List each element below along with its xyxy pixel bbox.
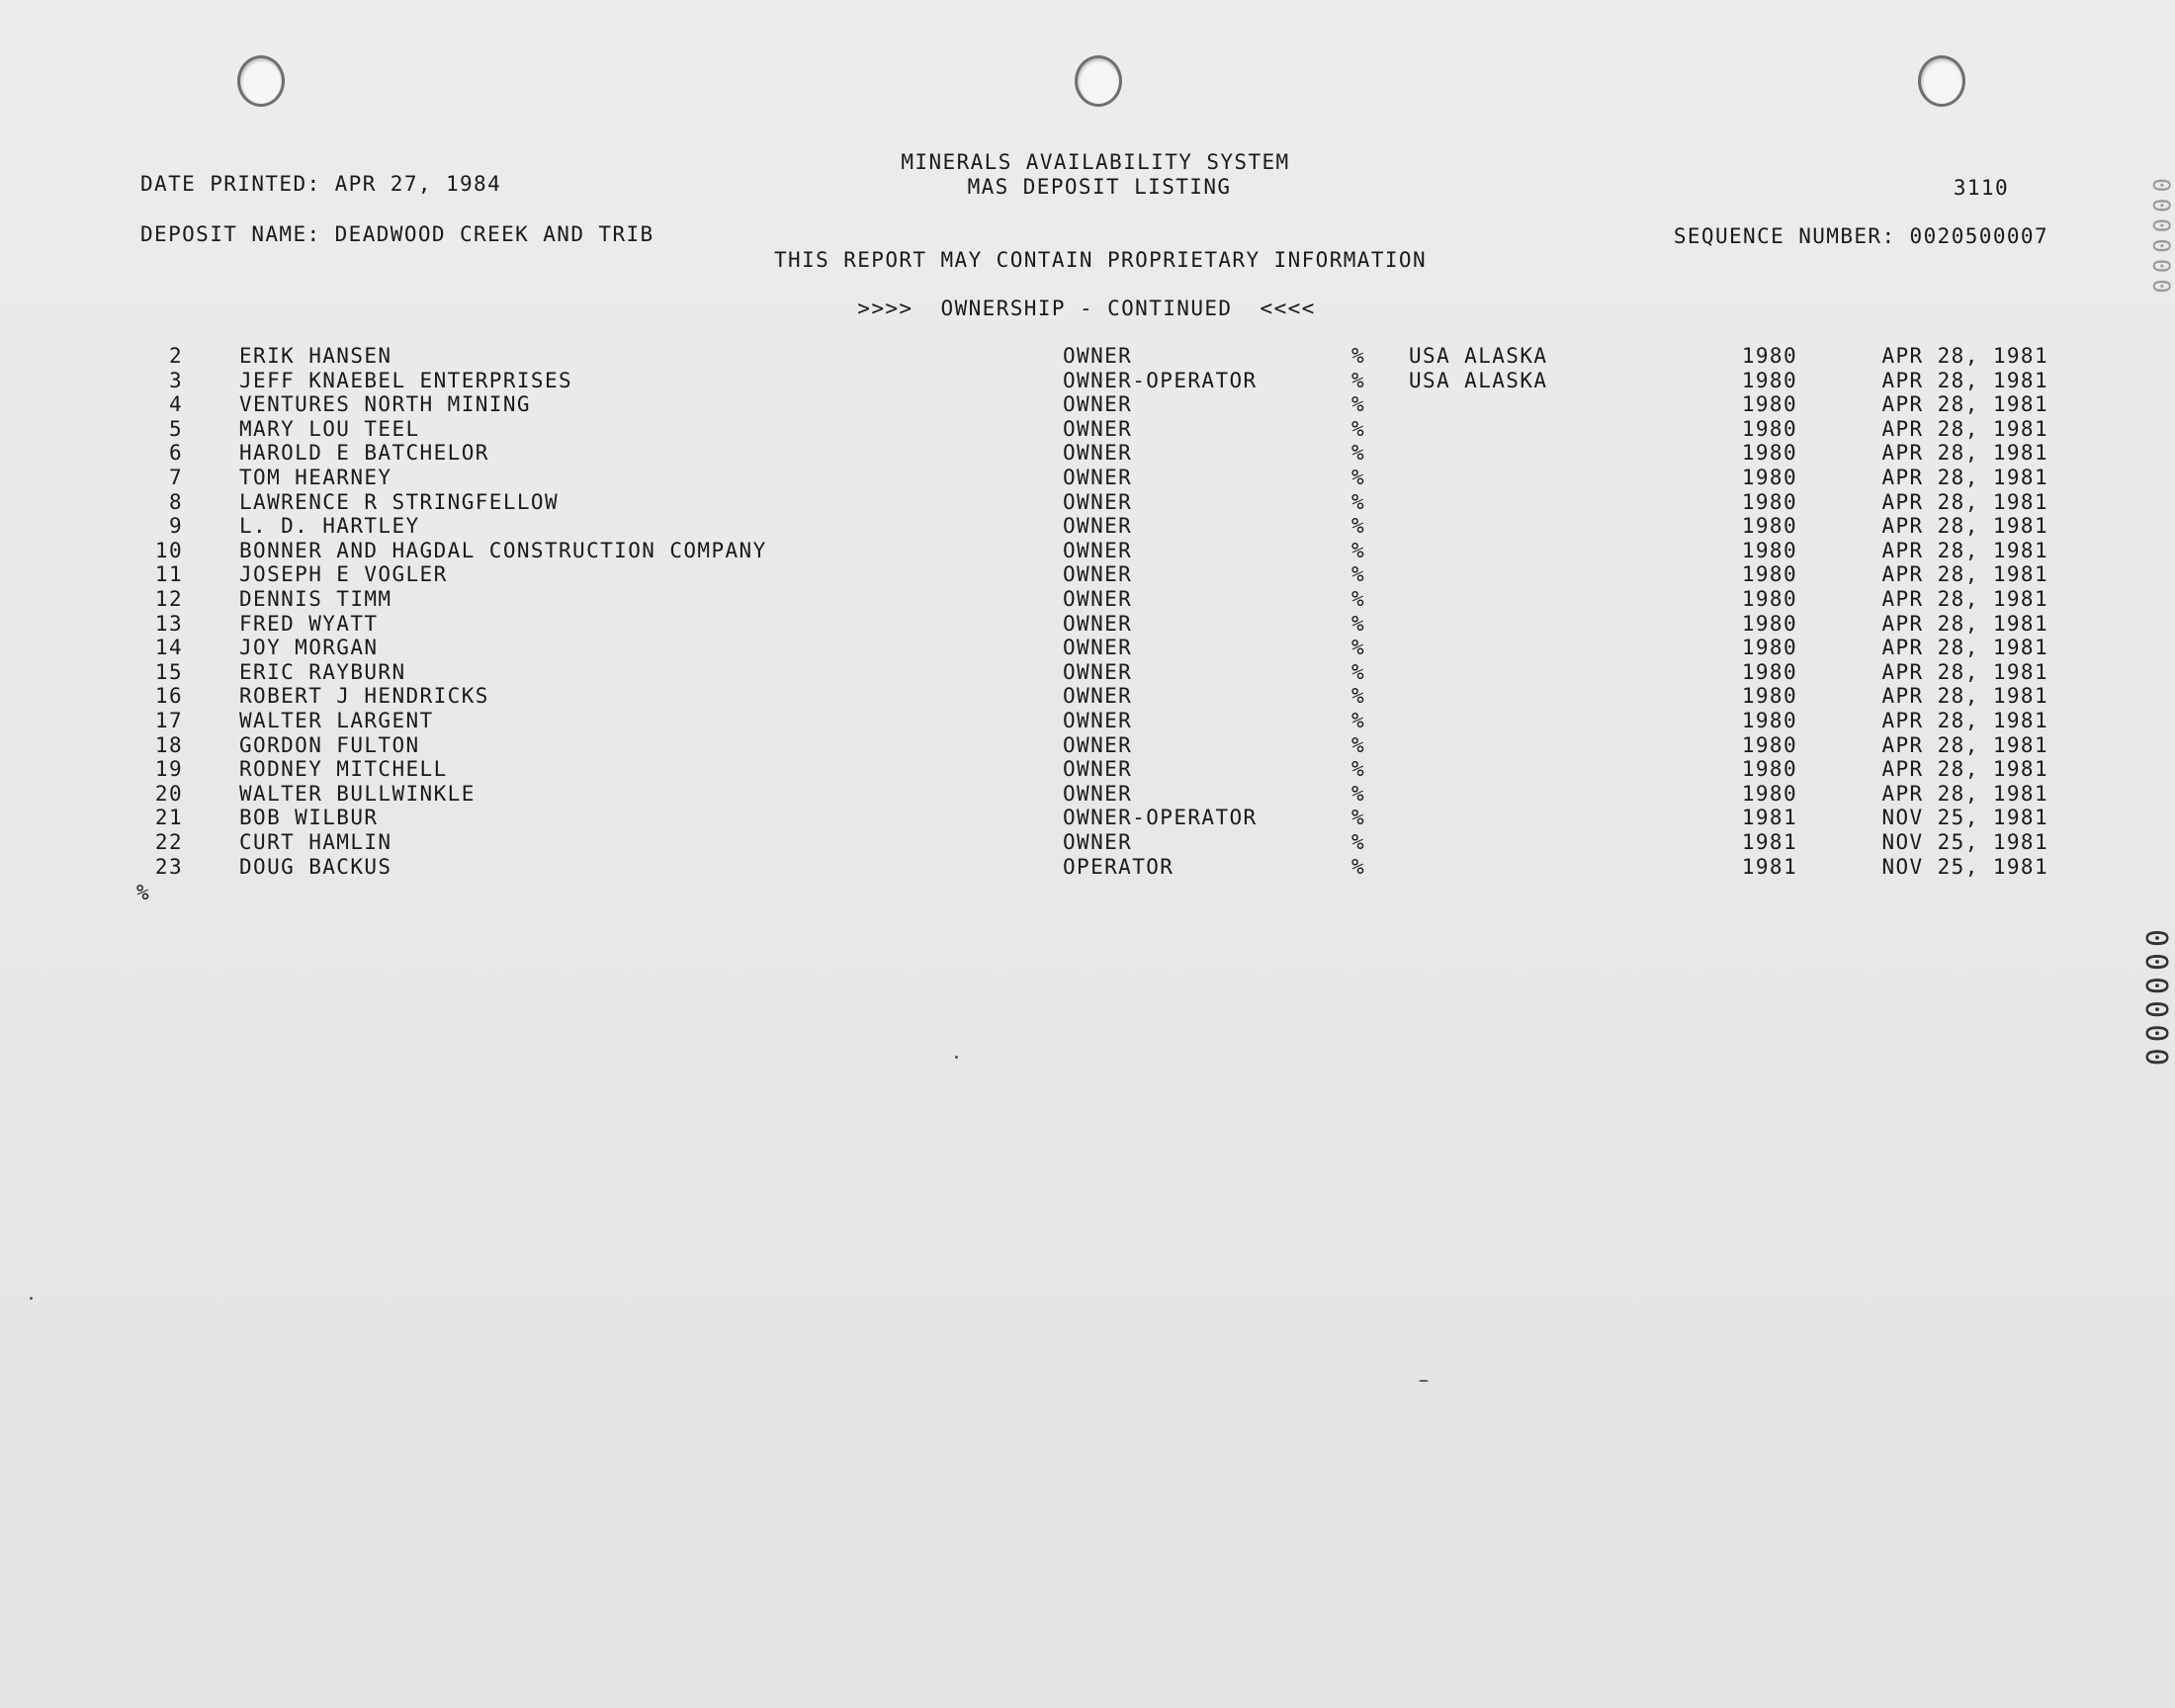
owner-role: OWNER bbox=[1063, 684, 1133, 709]
percent-mark: % bbox=[1351, 781, 1366, 806]
owner-role: OWNER bbox=[1063, 781, 1133, 806]
percent-mark: % bbox=[1351, 587, 1366, 611]
punch-hole-left bbox=[237, 55, 285, 107]
row-number: 15 bbox=[154, 659, 183, 684]
sequence-number: SEQUENCE NUMBER: 0020500007 bbox=[1673, 224, 2048, 248]
record-year: 1980 bbox=[1741, 757, 1797, 782]
paper-speck bbox=[1419, 1380, 1429, 1382]
percent-mark: % bbox=[1351, 757, 1366, 782]
row-number: 18 bbox=[154, 732, 183, 757]
owner-role: OWNER-OPERATOR bbox=[1063, 806, 1258, 830]
owner-name: FRED WYATT bbox=[239, 611, 379, 636]
edge-mark-lower: 000000 bbox=[2138, 929, 2173, 1072]
row-number: 23 bbox=[154, 854, 183, 879]
owner-role: OWNER bbox=[1063, 344, 1133, 368]
percent-mark: % bbox=[1351, 489, 1366, 514]
row-number: 7 bbox=[168, 466, 183, 489]
row-number: 17 bbox=[154, 709, 183, 732]
owner-role: OWNER bbox=[1063, 392, 1133, 417]
record-date: APR 28, 1981 bbox=[1881, 441, 2048, 466]
record-date: APR 28, 1981 bbox=[1881, 344, 2048, 368]
date-printed: DATE PRINTED: APR 27, 1984 bbox=[140, 172, 502, 196]
owner-name: DOUG BACKUS bbox=[239, 854, 392, 879]
record-year: 1980 bbox=[1741, 538, 1797, 562]
row-number: 20 bbox=[154, 781, 183, 806]
percent-mark: % bbox=[1351, 562, 1366, 587]
record-date: APR 28, 1981 bbox=[1881, 562, 2048, 587]
percent-mark: % bbox=[1351, 684, 1366, 709]
record-year: 1980 bbox=[1741, 709, 1797, 732]
owner-role: OWNER bbox=[1063, 562, 1133, 587]
owner-name: HAROLD E BATCHELOR bbox=[239, 441, 489, 466]
row-number: 14 bbox=[154, 636, 183, 660]
record-year: 1980 bbox=[1741, 368, 1797, 392]
owner-role: OWNER bbox=[1063, 416, 1133, 441]
owner-name: GORDON FULTON bbox=[239, 732, 420, 757]
system-title: MINERALS AVAILABILITY SYSTEM bbox=[901, 150, 1290, 174]
listing-title: MAS DEPOSIT LISTING bbox=[967, 175, 1232, 199]
row-number: 9 bbox=[168, 514, 183, 539]
owner-role: OWNER bbox=[1063, 489, 1133, 514]
record-date: APR 28, 1981 bbox=[1881, 368, 2048, 392]
record-date: APR 28, 1981 bbox=[1881, 489, 2048, 514]
record-year: 1980 bbox=[1741, 392, 1797, 417]
record-date: APR 28, 1981 bbox=[1881, 732, 2048, 757]
owner-name: WALTER LARGENT bbox=[239, 709, 434, 732]
percent-mark: % bbox=[1351, 466, 1366, 489]
page-code: 3110 bbox=[1953, 176, 2009, 200]
owner-role: OPERATOR bbox=[1063, 854, 1174, 879]
percent-mark: % bbox=[1351, 854, 1366, 879]
row-number: 6 bbox=[168, 441, 183, 466]
owner-name: MARY LOU TEEL bbox=[239, 416, 420, 441]
record-date: NOV 25, 1981 bbox=[1881, 830, 2048, 854]
row-number: 10 bbox=[154, 538, 183, 562]
trailing-percent-mark: % bbox=[136, 881, 151, 904]
record-year: 1980 bbox=[1741, 684, 1797, 709]
record-date: APR 28, 1981 bbox=[1881, 538, 2048, 562]
owner-name: JEFF KNAEBEL ENTERPRISES bbox=[239, 368, 573, 392]
percent-mark: % bbox=[1351, 441, 1366, 466]
owner-name: L. D. HARTLEY bbox=[239, 514, 420, 539]
row-number: 3 bbox=[168, 368, 183, 392]
owner-name: BONNER AND HAGDAL CONSTRUCTION COMPANY bbox=[239, 538, 767, 562]
record-year: 1981 bbox=[1741, 854, 1797, 879]
owner-name: TOM HEARNEY bbox=[239, 466, 392, 489]
record-date: APR 28, 1981 bbox=[1881, 466, 2048, 489]
record-year: 1980 bbox=[1741, 587, 1797, 611]
record-date: APR 28, 1981 bbox=[1881, 587, 2048, 611]
owner-role: OWNER bbox=[1063, 830, 1133, 854]
owner-role: OWNER bbox=[1063, 538, 1133, 562]
row-number: 19 bbox=[154, 757, 183, 782]
row-number: 4 bbox=[168, 392, 183, 417]
section-title: >>>> OWNERSHIP - CONTINUED <<<< bbox=[857, 297, 1316, 320]
percent-mark: % bbox=[1351, 636, 1366, 660]
record-year: 1980 bbox=[1741, 416, 1797, 441]
record-year: 1980 bbox=[1741, 562, 1797, 587]
owner-name: WALTER BULLWINKLE bbox=[239, 781, 476, 806]
owner-role: OWNER bbox=[1063, 659, 1133, 684]
proprietary-notice: THIS REPORT MAY CONTAIN PROPRIETARY INFORMATION bbox=[773, 248, 1428, 272]
owner-role: OWNER bbox=[1063, 757, 1133, 782]
record-date: NOV 25, 1981 bbox=[1881, 806, 2048, 830]
record-year: 1980 bbox=[1741, 781, 1797, 806]
row-number: 12 bbox=[154, 587, 183, 611]
record-year: 1981 bbox=[1741, 830, 1797, 854]
owner-name: JOY MORGAN bbox=[239, 636, 379, 660]
row-number: 11 bbox=[154, 562, 183, 587]
owner-name: RODNEY MITCHELL bbox=[239, 757, 448, 782]
record-date: APR 28, 1981 bbox=[1881, 684, 2048, 709]
record-year: 1980 bbox=[1741, 514, 1797, 539]
record-date: APR 28, 1981 bbox=[1881, 709, 2048, 732]
record-date: APR 28, 1981 bbox=[1881, 781, 2048, 806]
owner-name: JOSEPH E VOGLER bbox=[239, 562, 448, 587]
owner-role: OWNER bbox=[1063, 514, 1133, 539]
owner-name: VENTURES NORTH MINING bbox=[239, 392, 531, 417]
percent-mark: % bbox=[1351, 514, 1366, 539]
owner-role: OWNER bbox=[1063, 709, 1133, 732]
owner-location: USA ALASKA bbox=[1409, 344, 1548, 368]
deposit-name: DEPOSIT NAME: DEADWOOD CREEK AND TRIB bbox=[140, 222, 654, 246]
record-year: 1980 bbox=[1741, 659, 1797, 684]
owner-role: OWNER bbox=[1063, 732, 1133, 757]
punch-hole-center bbox=[1075, 55, 1122, 107]
percent-mark: % bbox=[1351, 709, 1366, 732]
paper-speck bbox=[30, 1297, 33, 1300]
row-number: 22 bbox=[154, 830, 183, 854]
percent-mark: % bbox=[1351, 344, 1366, 368]
record-date: APR 28, 1981 bbox=[1881, 416, 2048, 441]
record-year: 1980 bbox=[1741, 466, 1797, 489]
owner-name: ROBERT J HENDRICKS bbox=[239, 684, 489, 709]
percent-mark: % bbox=[1351, 416, 1366, 441]
owner-name: DENNIS TIMM bbox=[239, 587, 392, 611]
owner-role: OWNER bbox=[1063, 441, 1133, 466]
edge-mark-upper: 000000 bbox=[2147, 178, 2175, 299]
percent-mark: % bbox=[1351, 830, 1366, 854]
record-year: 1980 bbox=[1741, 344, 1797, 368]
row-number: 8 bbox=[168, 489, 183, 514]
owner-name: ERIK HANSEN bbox=[239, 344, 392, 368]
owner-role: OWNER bbox=[1063, 587, 1133, 611]
record-year: 1980 bbox=[1741, 732, 1797, 757]
row-number: 13 bbox=[154, 611, 183, 636]
record-date: APR 28, 1981 bbox=[1881, 392, 2048, 417]
owner-name: LAWRENCE R STRINGFELLOW bbox=[239, 489, 559, 514]
percent-mark: % bbox=[1351, 806, 1366, 830]
paper-speck bbox=[955, 1056, 958, 1059]
record-year: 1980 bbox=[1741, 636, 1797, 660]
owner-role: OWNER-OPERATOR bbox=[1063, 368, 1258, 392]
owner-location: USA ALASKA bbox=[1409, 368, 1548, 392]
owner-role: OWNER bbox=[1063, 636, 1133, 660]
owner-name: CURT HAMLIN bbox=[239, 830, 392, 854]
owner-name: ERIC RAYBURN bbox=[239, 659, 406, 684]
owner-role: OWNER bbox=[1063, 611, 1133, 636]
percent-mark: % bbox=[1351, 368, 1366, 392]
record-date: APR 28, 1981 bbox=[1881, 636, 2048, 660]
record-year: 1980 bbox=[1741, 441, 1797, 466]
row-number: 16 bbox=[154, 684, 183, 709]
record-date: APR 28, 1981 bbox=[1881, 659, 2048, 684]
percent-mark: % bbox=[1351, 732, 1366, 757]
punch-hole-right bbox=[1918, 55, 1965, 107]
record-date: APR 28, 1981 bbox=[1881, 514, 2048, 539]
percent-mark: % bbox=[1351, 659, 1366, 684]
owner-name: BOB WILBUR bbox=[239, 806, 379, 830]
percent-mark: % bbox=[1351, 392, 1366, 417]
percent-mark: % bbox=[1351, 538, 1366, 562]
record-date: APR 28, 1981 bbox=[1881, 611, 2048, 636]
row-number: 21 bbox=[154, 806, 183, 830]
record-date: NOV 25, 1981 bbox=[1881, 854, 2048, 879]
owner-role: OWNER bbox=[1063, 466, 1133, 489]
record-year: 1980 bbox=[1741, 489, 1797, 514]
record-year: 1981 bbox=[1741, 806, 1797, 830]
record-date: APR 28, 1981 bbox=[1881, 757, 2048, 782]
row-number: 5 bbox=[168, 416, 183, 441]
row-number: 2 bbox=[168, 344, 183, 368]
percent-mark: % bbox=[1351, 611, 1366, 636]
record-year: 1980 bbox=[1741, 611, 1797, 636]
